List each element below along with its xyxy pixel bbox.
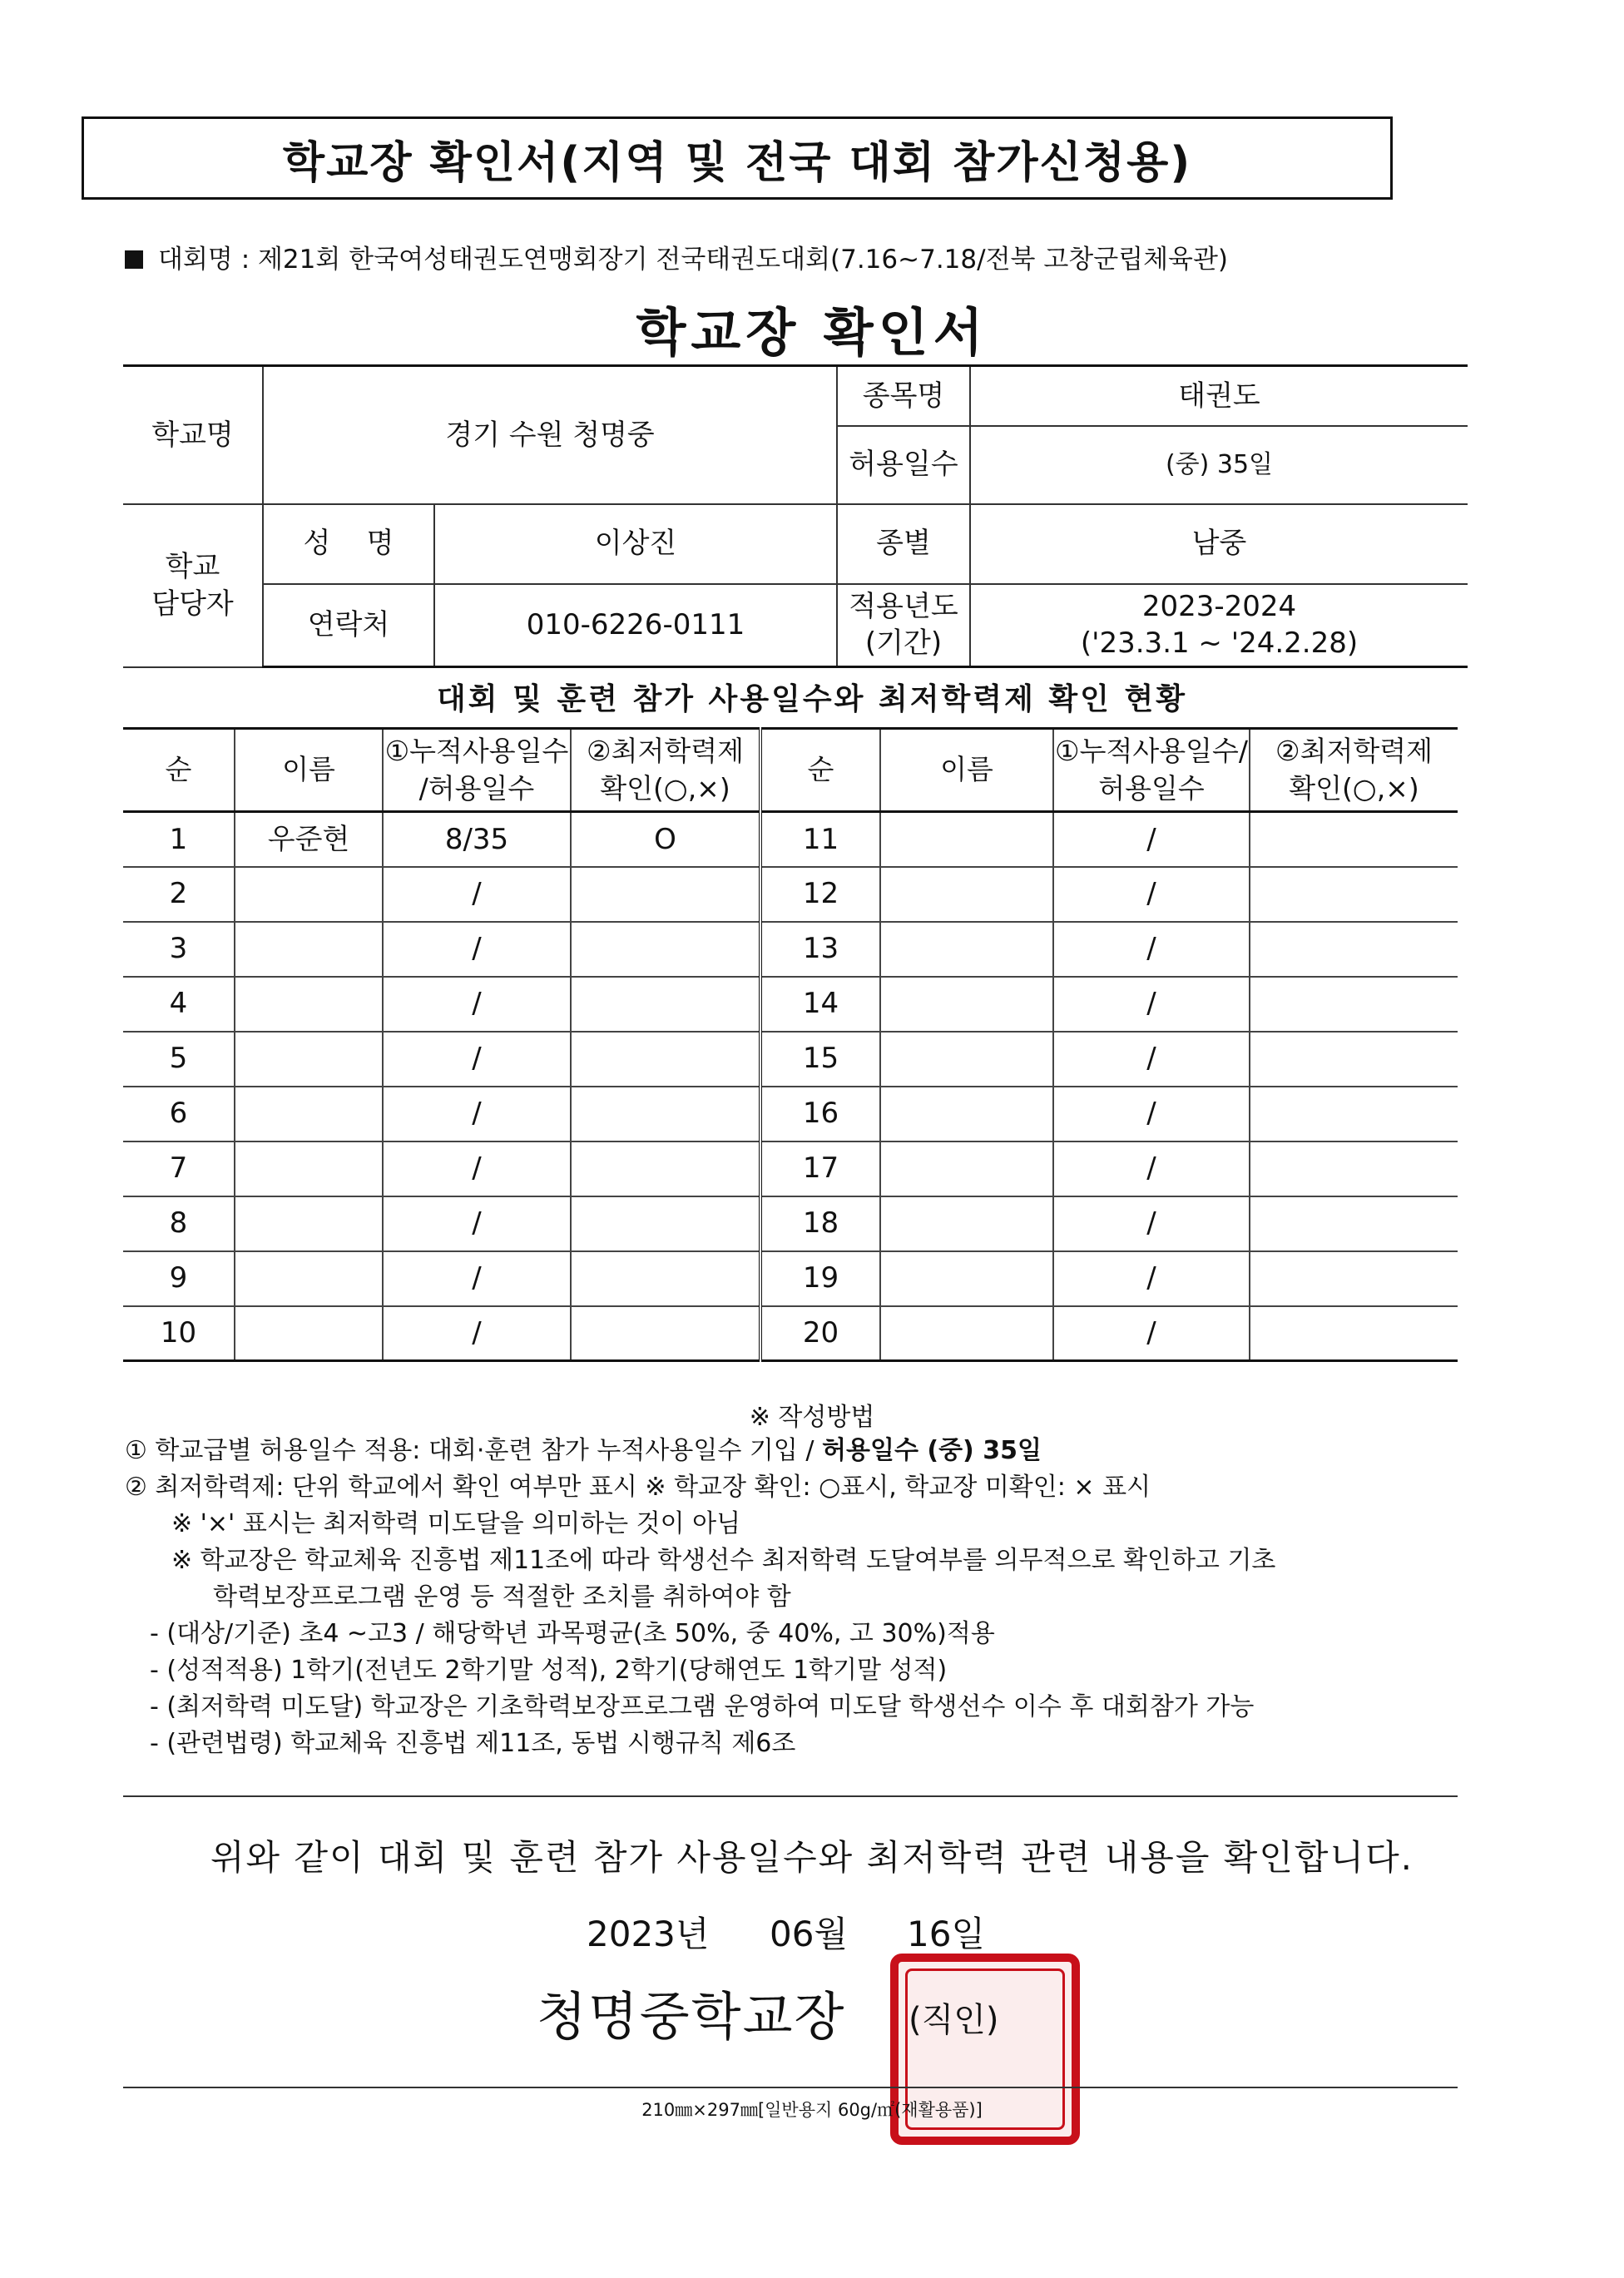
roster-cell-days-l: / bbox=[383, 1306, 571, 1361]
roster-cell-check-r bbox=[1250, 1141, 1458, 1196]
roster-cell-days-r: / bbox=[1053, 1306, 1250, 1361]
roster-cell-name-l bbox=[235, 1306, 383, 1361]
signer-title: 청명중학교장 bbox=[537, 1986, 846, 2047]
method-line-7: - (성적적용) 1학기(전년도 2학기말 성적), 2학기(당해연도 1학기말 성적) bbox=[150, 1656, 948, 1685]
roster-cell-check-r bbox=[1250, 1306, 1458, 1361]
signer-seal-note: (직인) bbox=[909, 2001, 999, 2039]
method-line-8: - (최저학력 미도달) 학교장은 기초학력보장프로그램 운영하여 미도달 학생선수 이수 후 대회참가 가능 bbox=[150, 1692, 1255, 1721]
method-line-6: - (대상/기준) 초4 ~고3 / 해당학년 과목평균(초 50%, 중 40%, 고 30%)적용 bbox=[150, 1619, 995, 1648]
category-label: 종별 bbox=[837, 504, 970, 584]
sport-label: 종목명 bbox=[837, 366, 970, 426]
roster-cell-no-l: 10 bbox=[123, 1306, 235, 1361]
roster-cell-days-l: / bbox=[383, 1196, 571, 1251]
method-line-9: - (관련법령) 학교체육 진흥법 제11조, 동법 시행규칙 제6조 bbox=[150, 1729, 796, 1758]
method-line-3: ※ '×' 표시는 최저학력 미도달을 의미하는 것이 아님 bbox=[171, 1509, 741, 1538]
date-year: 2023년 bbox=[587, 1914, 710, 1954]
roster-cell-name-r bbox=[880, 812, 1053, 867]
roster-cell-days-l: / bbox=[383, 1087, 571, 1141]
roster-cell-check-r bbox=[1250, 922, 1458, 977]
roster-cell-days-r: / bbox=[1053, 977, 1250, 1032]
roster-cell-check-l: O bbox=[571, 812, 760, 867]
roster-cell-days-l: / bbox=[383, 1032, 571, 1087]
table-row bbox=[123, 977, 1458, 1032]
table-row bbox=[123, 1141, 1458, 1196]
roster-cell-check-l bbox=[571, 1306, 760, 1361]
roster-cell-no-r: 14 bbox=[760, 977, 880, 1032]
event-name-line bbox=[125, 238, 1228, 275]
date-day: 16일 bbox=[907, 1914, 986, 1954]
roster-cell-days-l: / bbox=[383, 1141, 571, 1196]
roster-cell-name-r bbox=[880, 867, 1053, 922]
roster-cell-days-r: / bbox=[1053, 867, 1250, 922]
table-row bbox=[123, 1306, 1458, 1361]
roster-cell-check-l bbox=[571, 1141, 760, 1196]
table-row bbox=[123, 867, 1458, 922]
roster-cell-check-l bbox=[571, 867, 760, 922]
square-bullet-icon bbox=[125, 250, 143, 269]
roster-cell-name-r bbox=[880, 1196, 1053, 1251]
table-row bbox=[123, 1196, 1458, 1251]
roster-cell-name-l bbox=[235, 922, 383, 977]
roster-cell-name-l bbox=[235, 977, 383, 1032]
roster-cell-no-l: 6 bbox=[123, 1087, 235, 1141]
roster-cell-check-r bbox=[1250, 1087, 1458, 1141]
roster-cell-name-l bbox=[235, 1196, 383, 1251]
roster-cell-no-l: 3 bbox=[123, 922, 235, 977]
roster-cell-days-r: / bbox=[1053, 1087, 1250, 1141]
roster-cell-days-l: / bbox=[383, 922, 571, 977]
method-line-2: ② 최저학력제: 단위 학교에서 확인 여부만 표시 ※ 학교장 확인: ○표시, 학교장 미확인: × 표시 bbox=[125, 1473, 1151, 1502]
roster-cell-no-r: 11 bbox=[760, 812, 880, 867]
header-name-left: 이름 bbox=[235, 729, 383, 812]
roster-cell-no-r: 17 bbox=[760, 1141, 880, 1196]
roster-cell-days-r: / bbox=[1053, 922, 1250, 977]
divider-bottom bbox=[123, 2087, 1458, 2088]
sport-value: 태권도 bbox=[970, 366, 1468, 426]
roster-cell-no-r: 16 bbox=[760, 1087, 880, 1141]
confirmation-statement: 위와 같이 대회 및 훈련 참가 사용일수와 최저학력 관련 내용을 확인합니다. bbox=[210, 1837, 1414, 1878]
roster-cell-no-r: 19 bbox=[760, 1251, 880, 1306]
roster-cell-no-r: 20 bbox=[760, 1306, 880, 1361]
header-no-right: 순 bbox=[760, 729, 880, 812]
roster-cell-name-r bbox=[880, 1251, 1053, 1306]
roster-cell-check-l bbox=[571, 1087, 760, 1141]
school-info-table bbox=[123, 364, 1468, 668]
roster-cell-check-r bbox=[1250, 1032, 1458, 1087]
roster-cell-name-l: 우준현 bbox=[235, 812, 383, 867]
header-check-right: ②최저학력제 확인(○,×) bbox=[1250, 729, 1458, 812]
year-label: 적용년도 (기간) bbox=[837, 584, 970, 667]
roster-cell-name-r bbox=[880, 1032, 1053, 1087]
manager-name-value: 이상진 bbox=[434, 504, 837, 584]
roster-cell-no-r: 15 bbox=[760, 1032, 880, 1087]
roster-cell-days-r: / bbox=[1053, 1251, 1250, 1306]
roster-cell-check-l bbox=[571, 977, 760, 1032]
header-name-right: 이름 bbox=[880, 729, 1053, 812]
table-row bbox=[123, 1251, 1458, 1306]
roster-cell-name-r bbox=[880, 922, 1053, 977]
table-row bbox=[123, 1032, 1458, 1087]
roster-cell-no-l: 4 bbox=[123, 977, 235, 1032]
roster-cell-check-r bbox=[1250, 977, 1458, 1032]
roster-cell-check-l bbox=[571, 1196, 760, 1251]
manager-name-label: 성 명 bbox=[263, 504, 434, 584]
roster-cell-name-l bbox=[235, 1087, 383, 1141]
roster-cell-name-l bbox=[235, 1141, 383, 1196]
roster-cell-check-l bbox=[571, 1251, 760, 1306]
roster-cell-name-l bbox=[235, 867, 383, 922]
roster-cell-name-r bbox=[880, 1306, 1053, 1361]
document-title: 학교장 확인서 bbox=[636, 302, 988, 363]
category-value: 남중 bbox=[970, 504, 1468, 584]
school-name-value: 경기 수원 청명중 bbox=[263, 366, 837, 504]
table-row bbox=[123, 1087, 1458, 1141]
roster-cell-name-r bbox=[880, 977, 1053, 1032]
contact-label: 연락처 bbox=[263, 584, 434, 667]
roster-body bbox=[123, 812, 1458, 1361]
roster-cell-check-r bbox=[1250, 1196, 1458, 1251]
roster-cell-check-r bbox=[1250, 867, 1458, 922]
roster-cell-check-r bbox=[1250, 1251, 1458, 1306]
method-line-1: ① 학교급별 허용일수 적용: 대회·훈련 참가 누적사용일수 기입 / 허용일수 (중) 35일 bbox=[125, 1436, 1042, 1465]
allowed-days-value: (중) 35일 bbox=[970, 426, 1468, 504]
roster-section-title: 대회 및 훈련 참가 사용일수와 최저학력제 확인 현황 bbox=[436, 682, 1188, 716]
header-days-left: ①누적사용일수 /허용일수 bbox=[383, 729, 571, 812]
method-title: ※ 작성방법 bbox=[749, 1403, 875, 1432]
allowed-days-label: 허용일수 bbox=[837, 426, 970, 504]
roster-cell-no-l: 7 bbox=[123, 1141, 235, 1196]
roster-cell-check-r bbox=[1250, 812, 1458, 867]
roster-cell-days-l: / bbox=[383, 977, 571, 1032]
roster-cell-days-r: / bbox=[1053, 1196, 1250, 1251]
roster-cell-no-r: 13 bbox=[760, 922, 880, 977]
roster-cell-days-r: / bbox=[1053, 1141, 1250, 1196]
year-value: 2023-2024 ('23.3.1 ~ '24.2.28) bbox=[970, 584, 1468, 667]
roster-cell-days-l: / bbox=[383, 1251, 571, 1306]
form-header-title: 학교장 확인서(지역 및 전국 대회 참가신청용) bbox=[82, 116, 1393, 200]
roster-cell-check-l bbox=[571, 922, 760, 977]
roster-cell-check-l bbox=[571, 1032, 760, 1087]
header-check-left: ②최저학력제 확인(○,×) bbox=[571, 729, 760, 812]
table-row bbox=[123, 922, 1458, 977]
roster-cell-no-l: 8 bbox=[123, 1196, 235, 1251]
header-no-left: 순 bbox=[123, 729, 235, 812]
roster-cell-no-r: 18 bbox=[760, 1196, 880, 1251]
event-name-text: 대회명 : 제21회 한국여성태권도연맹회장기 전국태권도대회(7.16~7.18/전북 고창군립체육관) bbox=[158, 245, 1229, 275]
divider-top bbox=[123, 1795, 1458, 1797]
roster-cell-no-l: 9 bbox=[123, 1251, 235, 1306]
writing-method-notes bbox=[125, 1433, 1473, 1762]
header-days-right: ①누적사용일수/ 허용일수 bbox=[1053, 729, 1250, 812]
table-row bbox=[123, 812, 1458, 867]
date-month: 06월 bbox=[770, 1914, 849, 1954]
roster-cell-no-l: 1 bbox=[123, 812, 235, 867]
roster-cell-name-r bbox=[880, 1087, 1053, 1141]
roster-cell-days-l: / bbox=[383, 867, 571, 922]
roster-cell-name-l bbox=[235, 1032, 383, 1087]
roster-cell-days-r: / bbox=[1053, 812, 1250, 867]
roster-cell-no-l: 5 bbox=[123, 1032, 235, 1087]
contact-value: 010-6226-0111 bbox=[434, 584, 837, 667]
roster-cell-name-l bbox=[235, 1251, 383, 1306]
method-line-4: ※ 학교장은 학교체육 진흥법 제11조에 따라 학생선수 최저학력 도달여부를 의무적으로 확인하고 기초 bbox=[171, 1546, 1276, 1575]
roster-cell-days-l: 8/35 bbox=[383, 812, 571, 867]
roster-cell-name-r bbox=[880, 1141, 1053, 1196]
roster-cell-days-r: / bbox=[1053, 1032, 1250, 1087]
paper-spec-footer: 210㎜×297㎜[일반용지 60g/㎡(재활용품)] bbox=[641, 2100, 983, 2120]
roster-cell-no-r: 12 bbox=[760, 867, 880, 922]
school-name-label: 학교명 bbox=[123, 366, 263, 504]
participation-roster-table bbox=[123, 727, 1458, 1362]
manager-label: 학교 담당자 bbox=[123, 504, 263, 667]
method-line-5: 학력보장프로그램 운영 등 적절한 조치를 취하여야 함 bbox=[213, 1582, 791, 1612]
roster-cell-no-l: 2 bbox=[123, 867, 235, 922]
